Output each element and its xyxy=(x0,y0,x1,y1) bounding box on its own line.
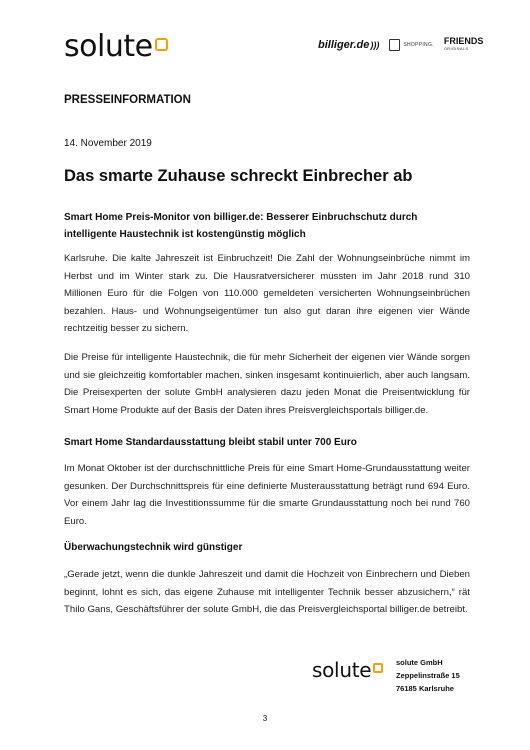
subheading: Smart Home Preis-Monitor von billiger.de: Besserer Einbruchschutz durch intelligente Haustechnik ist kostengünstig möglich xyxy=(64,212,418,240)
solute-logo xyxy=(64,29,168,64)
footer-logo-mark-icon xyxy=(373,663,383,673)
solute-logo-text: solute xyxy=(64,29,153,64)
paragraph-october: Im Monat Oktober ist der durchschnittliche Preis für eine Smart Home-Grundausstattung weiter gesunken. Der Durchschnittspreis für eine definierte Musterausstattung beträgt rund 694 Euro. Vor einem Jahr lag die Investitionssumme für die smarte Grundausstattung noch bei rund 760 Euro. xyxy=(64,463,470,527)
address-street: Zeppelinstraße 15 xyxy=(396,671,460,680)
paragraph-quote: „Gerade jetzt, wenn die dunkle Jahreszeit und damit die Hochzeit von Einbrechern und Dieben beginnt, lohnt es sich, das eigene Zuhause mit intelligenter Technik besser abzusichern,“ rät Thilo Gans, Geschäftsführer der solute GmbH, die das Preisvergleichsportal billiger.de betreibt. xyxy=(64,569,470,615)
footer-address xyxy=(396,656,460,695)
page-title: Das smarte Zuhause schreckt Einbrecher ab xyxy=(64,167,413,185)
signal-waves-icon: ))) xyxy=(370,40,380,50)
shopping-logo-text: SHOPPING. xyxy=(403,42,434,48)
page-number: 3 xyxy=(262,714,268,723)
friends-logo-subtext: ORIGINALS xyxy=(443,46,469,51)
paragraph-intro: Karlsruhe. Die kalte Jahreszeit ist Einbruchzeit! Die Zahl der Wohnungseinbrüche nimmt im Herbst und im Winter stark zu. Die Hausratversicherer mussten im Jahr 2018 rund 310 Millionen Euro für die Folgen von 110.000 gemeldeten versicherten Wohnungseinbrüchen bezahlen. Haus- und Wohnungseigentümer tun also gut daran ihre eigenen vier Wände rechtzeitig besser zu sichern. xyxy=(64,253,470,334)
partner-logos xyxy=(318,38,483,52)
footer-logo-text: solute xyxy=(312,658,372,682)
address-company: solute GmbH xyxy=(396,658,443,667)
friends-logo-text: FRIENDS xyxy=(443,36,484,46)
section-heading-surveillance: Überwachungstechnik wird günstiger xyxy=(64,542,243,553)
address-city: 76185 Karlsruhe xyxy=(396,684,454,693)
footer-solute-logo xyxy=(312,660,383,680)
friends-logo xyxy=(444,38,484,52)
paragraph-prices: Die Preise für intelligente Haustechnik, die für mehr Sicherheit der eigenen vier Wände sorgen und sie gleichzeitig komfortabler machen, sinken insgesamt kontinuierlich, aber auch langsam. Die Preisexperten der solute GmbH analysieren dazu jeden Monat die Preisentwicklung für Smart Home Produkte auf der Basis der Daten ihres Preisvergleichsportals billiger.de. xyxy=(64,352,470,416)
release-date: 14. November 2019 xyxy=(64,138,152,149)
section-heading-standard: Smart Home Standardausstattung bleibt stabil unter 700 Euro xyxy=(64,437,357,448)
shopping-bag-icon xyxy=(389,39,400,51)
section-label: PRESSEINFORMATION xyxy=(64,94,191,106)
billiger-logo-text: billiger.de xyxy=(318,39,370,51)
solute-logo-mark-icon xyxy=(155,38,168,51)
shopping-logo xyxy=(389,39,433,51)
billiger-logo xyxy=(318,39,379,51)
